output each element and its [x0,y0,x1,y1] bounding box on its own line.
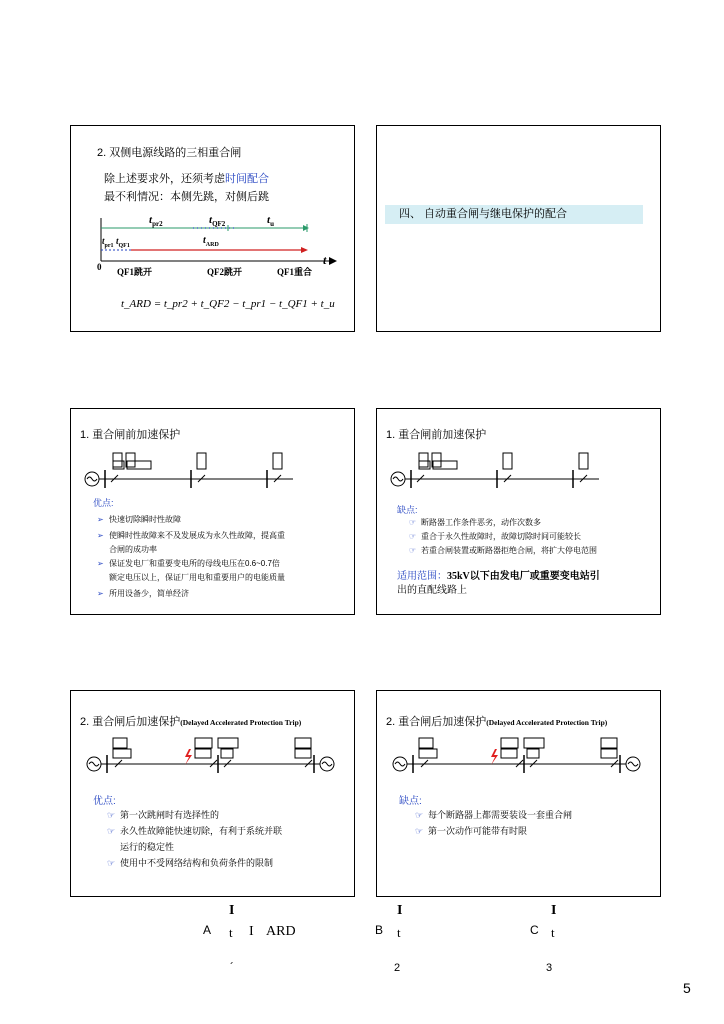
pointing-hand-icon: ☞ [107,826,116,836]
event-label-3: QF1重合 [277,267,312,277]
footer-bar: I [397,903,403,918]
disadvantages-label: 缺点: [397,505,418,515]
footer-bar: I [229,903,235,918]
axis-arrow [329,257,337,265]
pointing-hand-icon: ☞ [107,810,116,820]
slide-6 [376,690,661,897]
list-item-cont: 合闸的成功率 [109,545,157,554]
arrow-bullet-icon: ➢ [97,515,104,524]
pointing-hand-icon: ☞ [409,546,417,555]
label-tqf1: $t_{QF1}$ [116,236,130,249]
slide-2 [376,125,661,332]
footer-a-i: I [249,924,254,939]
footer-letter-a: A [203,923,212,937]
fault-lightning-icon [185,749,192,765]
label-tard: $t_{ARD}$ [203,235,219,248]
footer-num-2: 2 [394,962,401,974]
arrow-bullet-icon: ➢ [97,559,104,568]
section-heading: 四、 自动重合闸与继电保护的配合 [385,205,643,224]
slide-title: 1. 重合闸前加速保护 [80,429,181,441]
list-item: ☞ 使用中不受网络结构和负荷条件的限制 [107,855,273,871]
formula: t_ARD = t_pr2 + t_QF2 − t_pr1 − t_QF1 + t_u [121,298,335,310]
footer-bar: I [551,903,557,918]
list-item: ➢ 使瞬时性故障来不及发展成为永久性故障，提高重 [97,531,285,540]
list-item: ☞ 重合于永久性故障时，故障切除时间可能较长 [409,532,581,541]
page-number: 5 [683,980,691,996]
advantages-label: 优点: [93,498,114,508]
footer-a-ard: ARD [266,924,296,939]
arrow-bullet-icon: ➢ [97,531,104,540]
double-source-diagram [377,691,661,786]
slide-4 [376,408,661,615]
text-line-2: 最不利情况：本侧先跳，对侧后跳 [104,191,269,203]
advantages-label: 优点: [93,796,116,807]
list-item: ☞ 永久性故障能快速切除，有利于系统并联 [107,823,282,839]
scope-text: 35kV以下由发电厂或重要变电站引 [447,571,600,582]
slide-3 [70,408,355,615]
list-item: ☞ 第一次跳闸时有选择性的 [107,807,219,823]
scope-line [397,567,600,582]
fault-lightning-icon [491,749,498,765]
single-line-diagram [377,409,661,499]
label-tpr2: $t_{pr2}$ [149,214,163,229]
label-tqf2: $t_{QF2}$ [209,214,226,229]
pointing-hand-icon: ☞ [415,810,424,820]
highlight-text: 时间配合 [225,173,269,185]
relay-box [113,453,122,467]
list-item: ☞ 若重合闸装置或断路器拒绝合闸，将扩大停电范围 [409,546,597,555]
scope-label: 适用范围： [397,571,447,582]
list-item-cont: 运行的稳定性 [120,842,175,852]
list-item: ➢ 所用设备少，简单经济 [97,589,189,598]
pointing-hand-icon: ☞ [409,532,417,541]
pointing-hand-icon: ☞ [415,826,424,836]
list-item-cont: 额定电压以上，保证厂用电和重要用户的电能质量 [109,573,285,582]
footer-b-t: t [397,925,401,940]
pointing-hand-icon: ☞ [107,858,116,868]
footer-num-1: ´ [230,960,234,974]
footer-c-t: t [551,925,555,940]
timing-diagram [71,126,355,276]
list-item: ➢ 快速切除瞬时性故障 [97,515,181,524]
footer-letter-c: C [530,923,539,937]
label-tpr1: $t_{pr1}$ [102,236,114,249]
event-label-2: QF2跳开 [207,267,242,277]
list-item: ➢ 保证发电厂和重要变电所的母线电压在0.6~0.7倍 [97,559,280,568]
arrow-bullet-icon: ➢ [97,589,104,598]
axis-label: t [323,253,327,267]
disadvantages-label: 缺点: [399,796,422,807]
green-arrow [303,225,309,231]
slide-title: 2. 重合闸后加速保护(Delayed Accelerated Protection Trip) [386,716,608,728]
list-item: ☞ 每个断路器上都需要装设一套重合闸 [415,807,572,823]
slide-5 [70,690,355,897]
slide-title: 2. 重合闸后加速保护(Delayed Accelerated Protection Trip) [80,716,302,728]
list-item: ☞ 第一次动作可能带有时限 [415,823,527,839]
slide-title: 2. 双侧电源线路的三相重合闸 [97,147,242,159]
red-arrow [301,247,308,253]
event-label-1: QF1跳开 [117,267,152,277]
text-line-pre: 除上述要求外，还须考虑 [104,173,225,185]
footer-letter-b: B [375,923,384,937]
footer-a-t: t [229,925,233,940]
list-item: ☞ 断路器工作条件恶劣，动作次数多 [409,518,541,527]
slide-1 [70,125,355,332]
single-line-diagram [71,409,355,499]
label-tu: $t_u$ [267,214,274,229]
pointing-hand-icon: ☞ [409,518,417,527]
scope-text-cont: 出的直配线路上 [397,585,467,596]
double-source-diagram [71,691,355,786]
slide-title: 1. 重合闸前加速保护 [386,429,487,441]
origin-label: 0 [97,262,102,272]
footer-num-3: 3 [546,962,553,974]
